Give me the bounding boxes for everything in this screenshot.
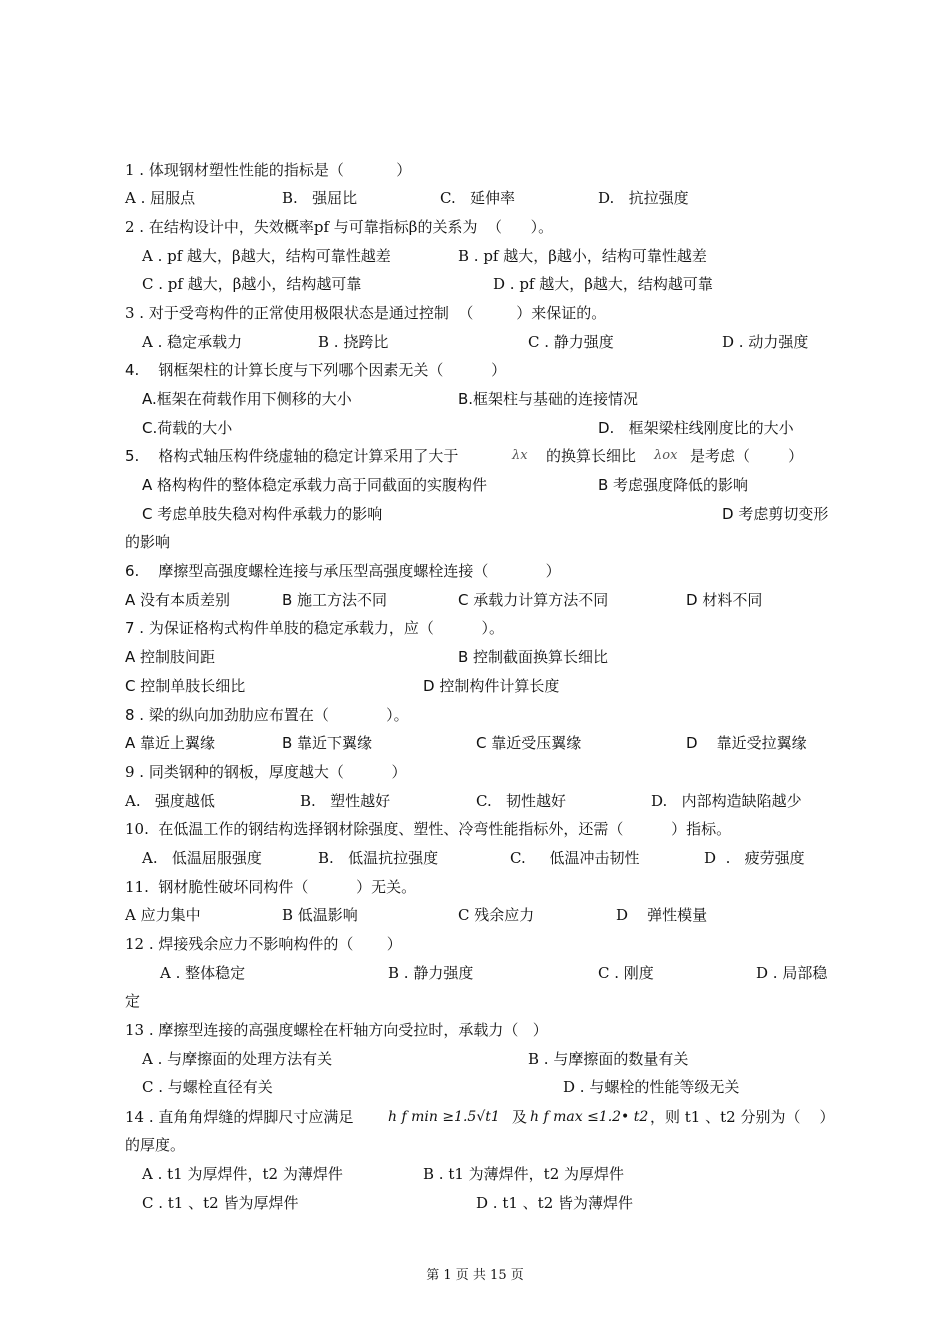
option-b: B 控制截面换算长细比 <box>458 648 609 666</box>
question-stem: 11. 钢材脆性破坏同构件（ ）无关。 <box>125 878 417 896</box>
question-12 <box>0 931 950 957</box>
question-7-options-row2 <box>0 673 950 699</box>
question-13 <box>0 1017 950 1043</box>
question-5-options-row1 <box>0 472 950 498</box>
question-stem: 4. 钢框架柱的计算长度与下列哪个因素无关（ ） <box>125 361 507 379</box>
option-c: C.荷载的大小 <box>142 419 233 437</box>
question-3 <box>0 300 950 326</box>
question-14-options-row2 <box>0 1190 950 1216</box>
question-11 <box>0 874 950 900</box>
option-a: A . t1 为厚焊件，t2 为薄焊件 <box>142 1165 343 1183</box>
option-c: C. 低温冲击韧性 <box>510 849 640 867</box>
question-4-options-row1 <box>0 386 950 412</box>
option-c: C . pf 越大，β越小，结构越可靠 <box>142 275 362 293</box>
option-c: C. 韧性越好 <box>476 792 567 810</box>
wrapped-text: 定 <box>125 992 141 1010</box>
page-footer: 第 1 页 共 15 页 <box>426 1268 524 1283</box>
option-d: D. 框架梁柱线刚度比的大小 <box>598 419 794 437</box>
question-5 <box>0 443 950 469</box>
question-9 <box>0 759 950 785</box>
option-a: A.框架在荷载作用下侧移的大小 <box>142 390 352 408</box>
question-1-options <box>0 185 950 211</box>
question-2-options-row2 <box>0 271 950 297</box>
option-a: A . 稳定承载力 <box>142 333 243 351</box>
question-stem-part-b: ，则 t1 、t2 分别为（ ） <box>650 1108 835 1126</box>
option-b: B 低温影响 <box>282 906 358 924</box>
question-stem: 12 . 焊接残余应力不影响构件的（ ） <box>125 935 402 953</box>
question-stem-part-b: 的换算长细比 <box>546 447 637 465</box>
option-c: C 承载力计算方法不同 <box>458 591 609 609</box>
question-2-options-row1 <box>0 243 950 269</box>
option-b: B.框架柱与基础的连接情况 <box>458 390 639 408</box>
question-6 <box>0 558 950 584</box>
option-a: A . 与摩擦面的处理方法有关 <box>142 1050 333 1068</box>
option-c: C . t1 、t2 皆为厚焊件 <box>142 1194 299 1212</box>
question-5-wrap <box>0 529 950 555</box>
question-9-options <box>0 788 950 814</box>
option-a: A 应力集中 <box>125 906 201 924</box>
question-10 <box>0 816 950 842</box>
option-d: D 弹性模量 <box>616 906 708 924</box>
option-a: A . 整体稳定 <box>160 964 246 982</box>
option-c: C . 与螺栓直径有关 <box>142 1078 273 1096</box>
option-d: D . 动力强度 <box>722 333 809 351</box>
option-d: D 靠近受拉翼缘 <box>686 734 807 752</box>
option-b: B . 静力强度 <box>388 964 474 982</box>
option-d: D 控制构件计算长度 <box>423 677 560 695</box>
question-stem: 2 . 在结构设计中，失效概率pf 与可靠指标β的关系为 （ ）。 <box>125 218 554 236</box>
question-13-options-row1 <box>0 1046 950 1072</box>
option-c: C 控制单肢长细比 <box>125 677 246 695</box>
option-a: A. 强度越低 <box>125 792 215 810</box>
lambda-x-symbol: λx <box>512 448 528 463</box>
question-3-options <box>0 329 950 355</box>
question-stem: 3 . 对于受弯构件的正常使用极限状态是通过控制 （ ）来保证的。 <box>125 304 607 322</box>
question-stem: 9 . 同类钢种的钢板，厚度越大（ ） <box>125 763 407 781</box>
question-stem-part-a: 14 . 直角角焊缝的焊脚尺寸应满足 <box>125 1108 354 1126</box>
option-b: B. 强屈比 <box>282 189 358 207</box>
option-a: A 控制肢间距 <box>125 648 216 666</box>
option-c: C 残余应力 <box>458 906 535 924</box>
option-d: D . 疲劳强度 <box>704 849 805 867</box>
option-a: A . pf 越大，β越大，结构可靠性越差 <box>142 247 391 265</box>
option-b: B. 低温抗拉强度 <box>318 849 439 867</box>
option-b: B . t1 为薄焊件，t2 为厚焊件 <box>423 1165 625 1183</box>
question-7 <box>0 615 950 641</box>
question-stem: 8 . 梁的纵向加劲肋应布置在（ ）。 <box>125 706 409 724</box>
question-4-options-row2 <box>0 415 950 441</box>
option-d: D. 抗拉强度 <box>598 189 689 207</box>
formula-hf-min: h f min ≥1.5√t1 <box>388 1109 500 1125</box>
option-c: C. 延伸率 <box>440 189 516 207</box>
question-8 <box>0 702 950 728</box>
option-b: B 考虑强度降低的影响 <box>598 476 749 494</box>
question-7-options-row1 <box>0 644 950 670</box>
option-b: B. 塑性越好 <box>300 792 391 810</box>
option-a: A 没有本质差别 <box>125 591 231 609</box>
question-2 <box>0 214 950 240</box>
option-a: A. 低温屈服强度 <box>142 849 262 867</box>
option-d: D . pf 越大，β越大，结构越可靠 <box>493 275 713 293</box>
option-b: B 靠近下翼缘 <box>282 734 373 752</box>
question-11-options <box>0 902 950 928</box>
question-6-options <box>0 587 950 613</box>
option-d: D . t1 、t2 皆为薄焊件 <box>476 1194 634 1212</box>
question-8-options <box>0 730 950 756</box>
question-stem-part-c: 是考虑（ ） <box>690 447 804 465</box>
question-stem: 7 . 为保证格构式构件单肢的稳定承载力，应（ ）。 <box>125 619 505 637</box>
option-c: C 靠近受压翼缘 <box>476 734 582 752</box>
option-b: B . 挠跨比 <box>318 333 389 351</box>
question-5-options-row2 <box>0 501 950 527</box>
question-12-options <box>0 960 950 986</box>
question-stem: 13 . 摩擦型连接的高强度螺栓在杆轴方向受拉时，承载力（ ） <box>125 1021 548 1039</box>
option-d: D 材料不同 <box>686 591 763 609</box>
question-stem-mid: 及 <box>512 1108 528 1126</box>
option-d: D. 内部构造缺陷越少 <box>651 792 802 810</box>
option-b: B 施工方法不同 <box>282 591 388 609</box>
option-d: D . 与螺栓的性能等级无关 <box>563 1078 740 1096</box>
question-13-options-row2 <box>0 1074 950 1100</box>
lambda-ox-symbol: λox <box>654 448 678 463</box>
option-b: B . 与摩擦面的数量有关 <box>528 1050 689 1068</box>
option-d: D 考虑剪切变形 <box>722 505 829 523</box>
option-a: A . 屈服点 <box>125 189 196 207</box>
question-10-options <box>0 845 950 871</box>
question-stem: 6. 摩擦型高强度螺栓连接与承压型高强度螺栓连接（ ） <box>125 562 561 580</box>
option-b: B . pf 越大，β越小，结构可靠性越差 <box>458 247 707 265</box>
option-c: C . 刚度 <box>598 964 654 982</box>
question-14-options-row1 <box>0 1161 950 1187</box>
question-stem: 1 . 体现钢材塑性性能的指标是（ ） <box>125 161 412 179</box>
option-c: C 考虑单肢失稳对构件承载力的影响 <box>142 505 383 523</box>
wrapped-text: 的厚度。 <box>125 1136 186 1154</box>
option-d: D . 局部稳 <box>756 964 828 982</box>
option-a: A 格构构件的整体稳定承载力高于同截面的实腹构件 <box>142 476 488 494</box>
formula-hf-max: h f max ≤1.2• t2 <box>530 1109 649 1125</box>
question-1 <box>0 157 950 183</box>
option-c: C . 静力强度 <box>528 333 614 351</box>
question-stem: 10. 在低温工作的钢结构选择钢材除强度、塑性、冷弯性能指标外，还需（ ）指标。 <box>125 820 732 838</box>
question-4 <box>0 357 950 383</box>
option-a: A 靠近上翼缘 <box>125 734 216 752</box>
wrapped-text: 的影响 <box>125 533 171 551</box>
question-12-wrap <box>0 988 950 1014</box>
question-stem-part-a: 5. 格构式轴压构件绕虚轴的稳定计算采用了大于 <box>125 447 459 465</box>
question-14-wrap <box>0 1132 950 1158</box>
question-14 <box>0 1104 950 1130</box>
